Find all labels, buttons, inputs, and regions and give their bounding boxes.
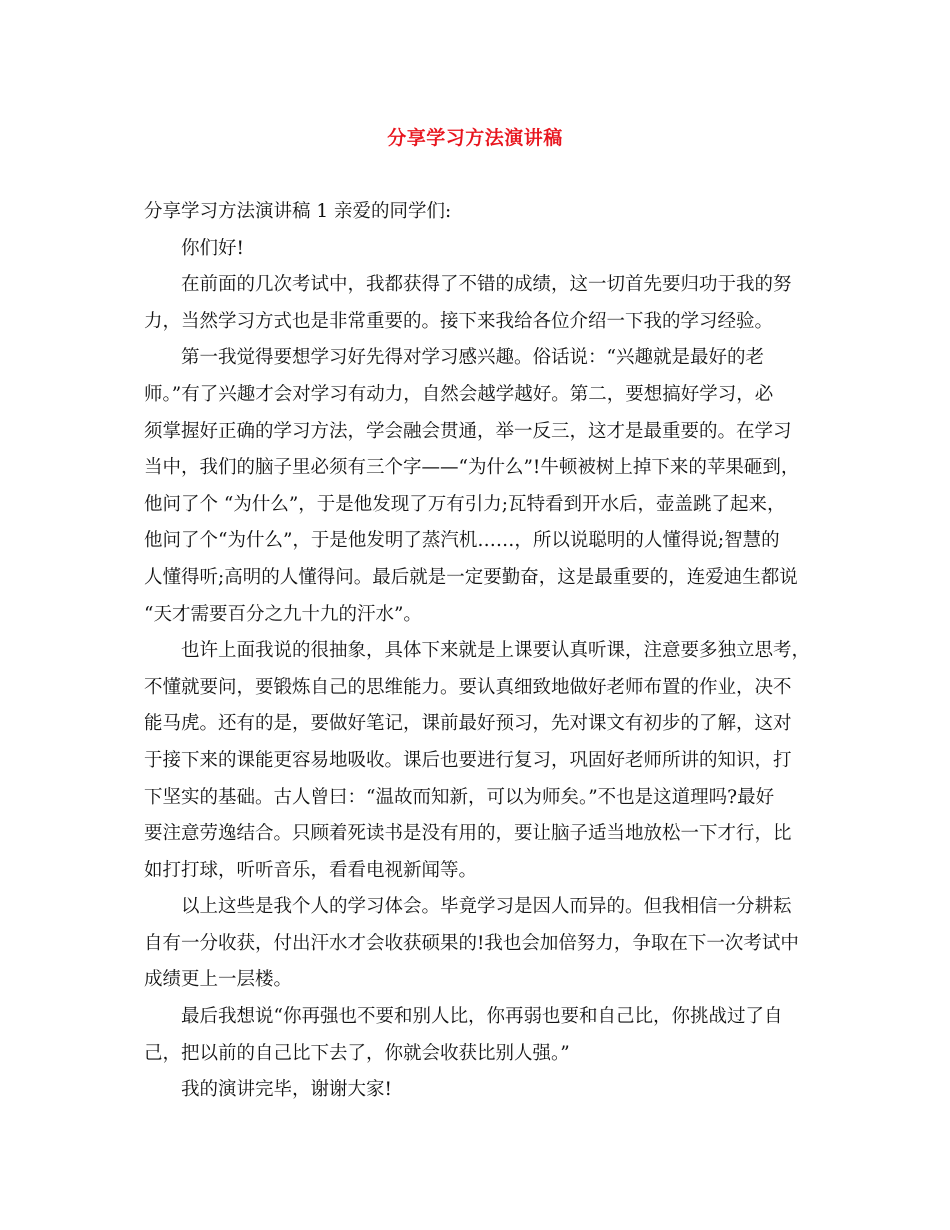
paragraph-line: 力，当然学习方式也是非常重要的。接下来我给各位介绍一下我的学习经验。 [144,310,774,332]
paragraph-line: 当中，我们的脑子里必须有三个字——“为什么”!牛顿被树上掉下来的苹果砸到， [144,457,800,479]
paragraph-line: 最后我想说“你再强也不要和别人比，你再弱也要和自己比，你挑战过了自 [181,1006,783,1028]
document-body [144,194,812,1109]
paragraph-line: 如打打球，听听音乐，看看电视新闻等。 [144,859,478,881]
paragraph-line: 他问了个“为什么”，于是他发明了蒸汽机……，所以说聪明的人懂得说;智慧的 [144,530,780,552]
greeting-line: 分享学习方法演讲稿 1 亲爱的同学们: [144,201,452,222]
closing-line: 我的演讲完毕，谢谢大家! [181,1079,392,1101]
paragraph-line: 能马虎。还有的是，要做好笔记，课前最好预习，先对课文有初步的了解，这对 [144,713,792,735]
paragraph-line: 于接下来的课能更容易地吸收。课后也要进行复习，巩固好老师所讲的知识，打 [144,749,792,771]
salutation-line: 你们好! [181,237,244,259]
paragraph-line: “天才需要百分之九十九的汗水”。 [144,603,422,625]
document-title: 分享学习方法演讲稿 [387,127,563,149]
paragraph-line: 第一我觉得要想学习好先得对学习感兴趣。俗话说：“兴趣就是最好的老 [181,347,764,369]
paragraph-line: 以上这些是我个人的学习体会。毕竟学习是因人而异的。但我相信一分耕耘 [181,896,792,918]
paragraph-line: 人懂得听;高明的人懂得问。最后就是一定要勤奋，这是最重要的，连爱迪生都说 [144,566,798,588]
paragraph-line: 成绩更上一层楼。 [144,969,293,991]
paragraph-line: 在前面的几次考试中，我都获得了不错的成绩，这一切首先要归功于我的努 [181,274,792,296]
paragraph-line: 也许上面我说的很抽象，具体下来就是上课要认真听课，注意要多独立思考， [181,640,811,662]
paragraph-line: 不懂就要问，要锻炼自己的思维能力。要认真细致地做好老师布置的作业，决不 [144,676,792,698]
paragraph-line: 要注意劳逸结合。只顾着死读书是没有用的，要让脑子适当地放松一下才行，比 [144,823,792,845]
paragraph-line: 自有一分收获，付出汗水才会收获硕果的!我也会加倍努力，争取在下一次考试中 [144,932,799,954]
paragraph-line: 己，把以前的自己比下去了，你就会收获比别人强。” [144,1042,570,1064]
paragraph-line: 他问了个 “为什么”，于是他发现了万有引力;瓦特看到开水后，壶盖跳了起来， [144,493,786,515]
paragraph-line: 师。”有了兴趣才会对学习有动力，自然会越学越好。第二，要想搞好学习，必 [144,383,774,405]
paragraph-line: 下坚实的基础。古人曾曰：“温故而知新，可以为师矣。”不也是这道理吗?最好 [144,786,775,808]
paragraph-line: 须掌握好正确的学习方法，学会融会贯通，举一反三，这才是最重要的。在学习 [144,420,792,442]
